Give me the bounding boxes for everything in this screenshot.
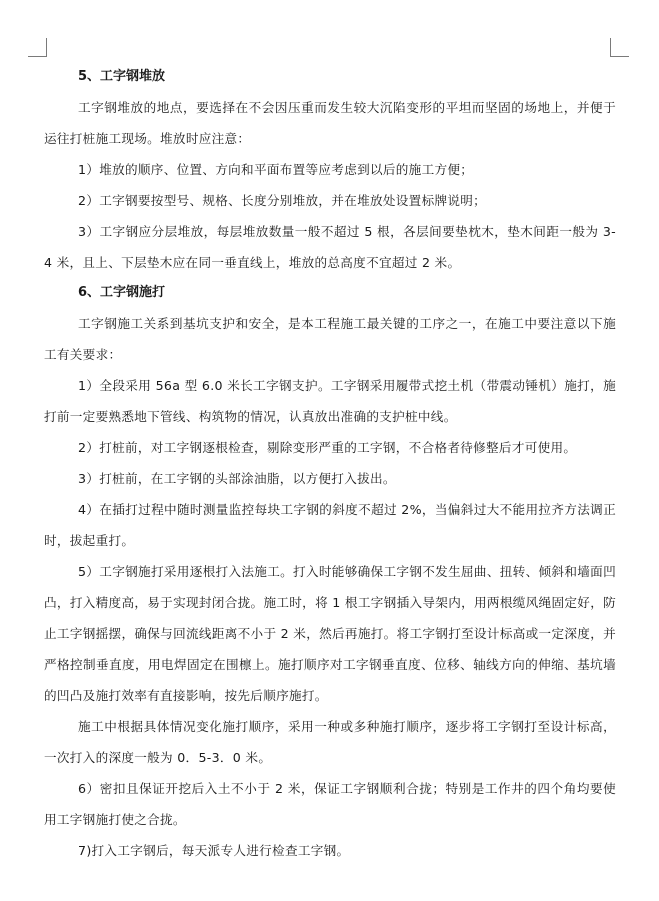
page-corner-mark-top-left [28, 38, 47, 57]
paragraph: 2）工字钢要按型号、规格、长度分别堆放，并在堆放处设置标牌说明； [78, 193, 487, 208]
paragraph: 3）工字钢应分层堆放，每层堆放数量一般不超过 5 根，各层间要垫枕木，垫木间距一般为 3-4 米，且上、下层垫木应在同一垂直线上，堆放的总高度不宜超过 2 米。 [44, 224, 616, 270]
paragraph: 5）工字钢施打采用逐根打入法施工。打入时能够确保工字钢不发生屈曲、扭转、倾斜和墙面凹凸，打入精度高，易于实现封闭合拢。施工时，将 1 根工字钢插入导架内，用两根缆风绳固定好，防止工字钢摇摆，确保与回流线距离不小于 2 米，然后再施打。将工字钢打至设计标高或一定深度，并严格控制垂直度，用电焊固定在围檩上。施打顺序对工字钢垂直度、位移、轴线方向的伸缩、基坑墙的凹凸及施打效率有直接影响，按先后顺序施打。 [44, 564, 616, 703]
paragraph: 2）打桩前，对工字钢逐根检查，剔除变形严重的工字钢，不合格者待修整后才可使用。 [78, 440, 577, 455]
paragraph: 1）堆放的顺序、位置、方向和平面布置等应考虑到以后的施工方便； [78, 162, 474, 177]
section-heading-5: 5、工字钢堆放 [78, 69, 166, 84]
paragraph: 7)打入工字钢后，每天派专人进行检查工字钢。 [78, 843, 350, 858]
paragraph: 4）在插打过程中随时测量监控每块工字钢的斜度不超过 2%，当偏斜过大不能用拉齐方法调正时，拔起重打。 [44, 502, 616, 548]
paragraph: 工字钢堆放的地点，要选择在不会因压重而发生较大沉陷变形的平坦而坚固的场地上，并便于运往打桩施工现场。堆放时应注意： [44, 100, 616, 146]
document-body [44, 62, 616, 866]
paragraph: 3）打桩前，在工字钢的头部涂油脂，以方便打入拔出。 [78, 471, 396, 486]
section-heading-6: 6、工字钢施打 [78, 285, 166, 300]
paragraph: 施工中根据具体情况变化施打顺序，采用一种或多种施打顺序，逐步将工字钢打至设计标高，一次打入的深度一般为 0．5-3．0 米。 [44, 719, 616, 765]
paragraph: 工字钢施工关系到基坑支护和安全，是本工程施工最关键的工序之一，在施工中要注意以下施工有关要求： [44, 316, 616, 362]
paragraph: 6）密扣且保证开挖后入土不小于 2 米，保证工字钢顺利合拢；特别是工作井的四个角均要使用工字钢施打使之合拢。 [44, 781, 616, 827]
page-corner-mark-top-right [610, 38, 629, 57]
paragraph: 1）全段采用 56a 型 6.0 米长工字钢支护。工字钢采用履带式挖土机（带震动锤机）施打，施打前一定要熟悉地下管线、构筑物的情况，认真放出准确的支护桩中线。 [44, 378, 616, 424]
